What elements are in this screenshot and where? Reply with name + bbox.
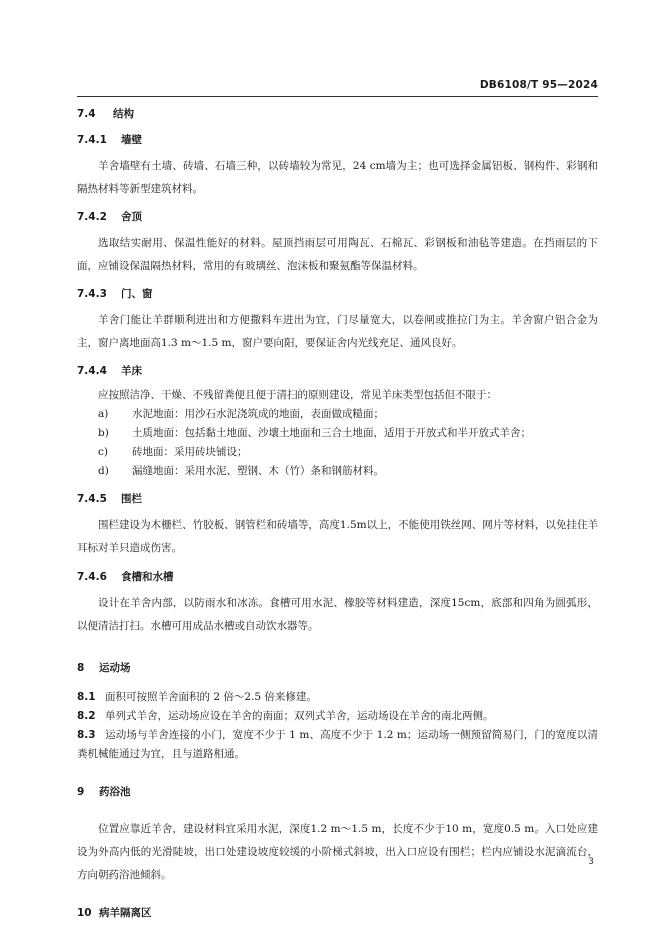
paragraph-walls: 羊舍墙壁有土墙、砖墙、石墙三种，以砖墙较为常见，24 cm墙为主；也可选择金属铝板、钢构件、彩钢和隔热材料等新型建筑材料。 bbox=[77, 160, 598, 195]
heading-title: 舍顶 bbox=[121, 211, 142, 223]
heading-title: 食槽和水槽 bbox=[121, 571, 174, 583]
heading-7-4-4 bbox=[77, 363, 598, 379]
paragraph-dip-pool: 位置应靠近羊舍，建设材料宜采用水泥，深度1.2 m～1.5 m，长度不少于10 m，宽度0.5 m。入口处应建设为外高内低的光滑陡坡，出口处建设坡度较缓的小阶梯式斜坡，出入口应设有围栏；栏内应铺设水泥滴流台，方向朝药浴池倾斜。 bbox=[77, 823, 598, 881]
heading-number: 7.4 bbox=[77, 108, 96, 120]
heading-7-4-5 bbox=[77, 491, 598, 507]
heading-7-4-2 bbox=[77, 209, 598, 225]
paragraph-fence: 围栏建设为木栅栏、竹胶板、钢管栏和砖墙等，高度1.5m以上，不能使用铁丝网、网片等材料，以免挂住羊耳标对羊只造成伤害。 bbox=[77, 519, 598, 554]
page-number: 3 bbox=[588, 857, 594, 867]
heading-title: 门、窗 bbox=[121, 288, 153, 300]
heading-number: 8 bbox=[77, 662, 85, 674]
clause-list bbox=[77, 688, 598, 764]
heading-title: 墙壁 bbox=[121, 134, 142, 146]
clause-8-1: 8.1 面积可按照羊舍面积的 2 倍～2.5 倍来修建。 bbox=[77, 691, 317, 703]
heading-title: 羊床 bbox=[121, 365, 142, 377]
heading-number: 7.4.4 bbox=[77, 365, 107, 377]
heading-7-4 bbox=[77, 106, 598, 122]
paragraph-doors-windows: 羊舍门能让羊群顺利进出和方便撒料车进出为宜，门尽量宽大，以卷闸或推拉门为主。羊舍窗户铝合金为主，窗户离地面高1.3 m～1.5 m，窗户要向阳，要保证舍内光线充足、通风良好。 bbox=[77, 314, 598, 349]
heading-9 bbox=[77, 784, 598, 800]
paragraph-troughs: 设计在羊舍内部，以防雨水和冰冻。食槽可用水泥、橡胶等材料建造，深度15cm，底部和四角为圆弧形，以便清洁打扫。水槽可用成品水槽或自动饮水器等。 bbox=[77, 597, 598, 632]
heading-number: 7.4.1 bbox=[77, 134, 107, 146]
heading-number: 7.4.2 bbox=[77, 211, 107, 223]
heading-number: 9 bbox=[77, 786, 85, 798]
clause-8-3: 8.3 运动场与羊舍连接的小门，宽度不少于 1 m、高度不少于 1.2 m；运动场一侧预留简易门，门的宽度以清粪机械能通过为宜，且与道路相通。 bbox=[77, 729, 598, 760]
clause-8-2: 8.2 单列式羊舍，运动场应设在羊舍的南面；双列式羊舍，运动场设在羊舍的南北两侧。 bbox=[77, 710, 494, 722]
list-item: c) 砖地面：采用砖块铺设； bbox=[98, 446, 248, 458]
heading-title: 病羊隔离区 bbox=[99, 907, 152, 919]
list-item: b) 土质地面：包括黏土地面、沙壤土地面和三合土地面，适用于开放式和半开放式羊舍； bbox=[98, 427, 531, 439]
document-body bbox=[77, 103, 598, 921]
paragraph-roof: 选取结实耐用、保温性能好的材料。屋顶挡雨层可用陶瓦、石棉瓦、彩钢板和油毡等建造。在挡雨层的下面，应铺设保温隔热材料，常用的有玻璃丝、泡沫板和聚氨酯等保温材料。 bbox=[77, 237, 598, 272]
heading-7-4-1 bbox=[77, 132, 598, 148]
header-rule bbox=[77, 96, 598, 97]
heading-number: 7.4.3 bbox=[77, 288, 107, 300]
paragraph-sheep-bed: 应按照洁净、干燥、不残留粪便且便于清扫的原则建设，常见羊床类型包括但不限于： bbox=[98, 389, 497, 401]
heading-number: 7.4.6 bbox=[77, 571, 107, 583]
heading-number: 10 bbox=[77, 907, 92, 919]
document-code: DB6108/T 95—2024 bbox=[479, 79, 598, 91]
heading-title: 药浴池 bbox=[99, 786, 131, 798]
heading-title: 围栏 bbox=[121, 493, 142, 505]
list-item: a) 水泥地面：用沙石水泥浇筑成的地面，表面做成糙面； bbox=[98, 408, 384, 420]
heading-7-4-6 bbox=[77, 569, 598, 585]
list-item: d) 漏缝地面：采用水泥、塑钢、木（竹）条和钢筋材料。 bbox=[98, 465, 384, 477]
heading-title: 结构 bbox=[113, 108, 134, 120]
heading-8 bbox=[77, 660, 598, 676]
heading-10 bbox=[77, 905, 598, 921]
heading-title: 运动场 bbox=[99, 662, 131, 674]
heading-7-4-3 bbox=[77, 286, 598, 302]
heading-number: 7.4.5 bbox=[77, 493, 107, 505]
